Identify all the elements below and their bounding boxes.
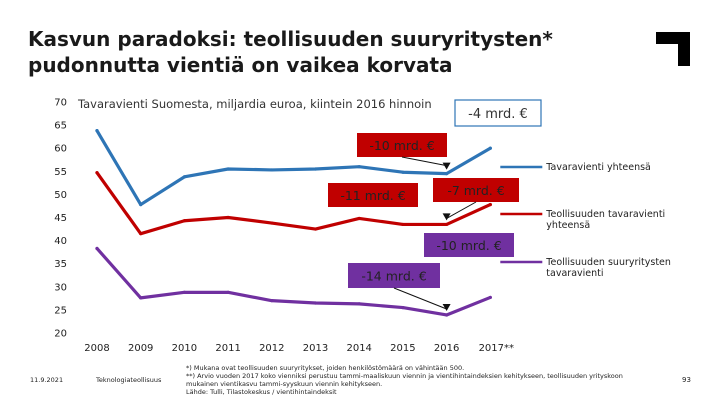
series-1-point [401,171,404,174]
legend-label: Teollisuuden tavaravienti [546,209,666,220]
footer-date: 11.9.2021 [30,376,64,384]
legend-label: Teollisuuden suuryritysten [546,257,671,268]
y-tick-label: 30 [54,282,67,294]
annotation-label: -14 mrd. € [361,268,427,284]
series-3-point [270,299,273,302]
series-2-point [95,171,98,174]
slide-title-line-2: pudonnutta vientiä on vaikea korvata [28,53,453,77]
y-tick-label: 70 [54,97,67,109]
series-3-point [139,296,142,299]
series-3-point [401,306,404,309]
series-1-point [445,172,448,175]
y-tick-label: 25 [54,305,67,317]
footnote-1: *) Mukana ovat teollisuuden suuryritykset, joiden henkilöstömäärä on vähintään 500. [186,364,465,372]
slide-title-line-1: Kasvun paradoksi: teollisuuden suuryritysten* [28,27,553,51]
y-tick-label: 50 [54,189,67,201]
footnote-4: Lähde: Tulli, Tilastokeskus / vientihintaindeksit [186,388,337,396]
series-1-point [183,175,186,178]
legend-label: tavaravienti [546,268,604,279]
page-number: 93 [682,376,691,384]
series-2-point [227,216,230,219]
series-2-point [270,221,273,224]
series-3-point [445,313,448,316]
annotation-label: -10 mrd. € [436,238,502,253]
y-tick-label: 40 [54,236,67,248]
footer-notes [186,364,686,396]
y-tick-label: 55 [54,166,67,178]
annotation-label: -4 mrd. € [468,107,528,122]
annotation-label: -11 mrd. € [340,188,406,203]
x-tick-label: 2009 [127,343,154,354]
x-tick-label: 2010 [171,343,198,354]
y-tick-label: 60 [54,143,67,155]
annotation-arrowhead [443,163,451,170]
x-tick-label: 2017** [478,343,515,354]
series-line-2 [97,173,490,234]
annotation-label: -7 mrd. € [447,183,505,198]
series-1-point [358,165,361,168]
series-2-point [445,223,448,226]
footnote-3: mukainen vientikasvu tammi-syyskuun viennin kehitykseen. [186,380,383,388]
series-2-point [314,227,317,230]
series-3-point [314,301,317,304]
y-tick-label: 20 [54,328,67,340]
legend-label: Tavaravienti yhteensä [546,162,651,173]
y-tick-label: 65 [54,120,67,132]
x-tick-label: 2016 [433,343,460,354]
x-tick-label: 2008 [84,343,110,354]
series-2-point [139,232,142,235]
annotation-connector [394,288,447,309]
series-3-point [227,291,230,294]
series-3-point [95,247,98,250]
series-1-point [314,167,317,170]
x-tick-label: 2011 [215,343,241,354]
series-3-point [183,291,186,294]
series-2-point [358,217,361,220]
y-tick-label: 35 [54,259,67,271]
series-3-point [489,296,492,299]
footer-organization: Teknologiateollisuus [96,376,162,384]
x-tick-label: 2015 [390,343,416,354]
annotation-connector [447,202,476,218]
series-1-point [227,167,230,170]
chart-title: Tavaravienti Suomesta, miljardia euroa, kiintein 2016 hinnoin [78,97,432,111]
legend-label: yhteensä [546,220,591,231]
y-tick-label: 45 [54,213,67,224]
series-1-point [139,203,142,206]
series-1-point [95,129,98,132]
series-1-point [270,168,273,171]
series-2-point [401,223,404,226]
series-2-point [489,203,492,206]
series-3-point [358,302,361,305]
x-tick-label: 2012 [259,343,285,354]
x-tick-label: 2014 [346,343,372,354]
annotation-connector [402,157,447,166]
series-1-point [489,147,492,150]
footnote-2: **) Arvio vuoden 2017 koko vienniksi perustuu tammi-maaliskuun viennin ja vientihintaindeksien kehitykseen, teollisuuden yrityskoon [186,372,623,380]
series-2-point [183,219,186,222]
x-tick-label: 2013 [302,343,329,354]
annotation-label: -10 mrd. € [369,138,435,153]
